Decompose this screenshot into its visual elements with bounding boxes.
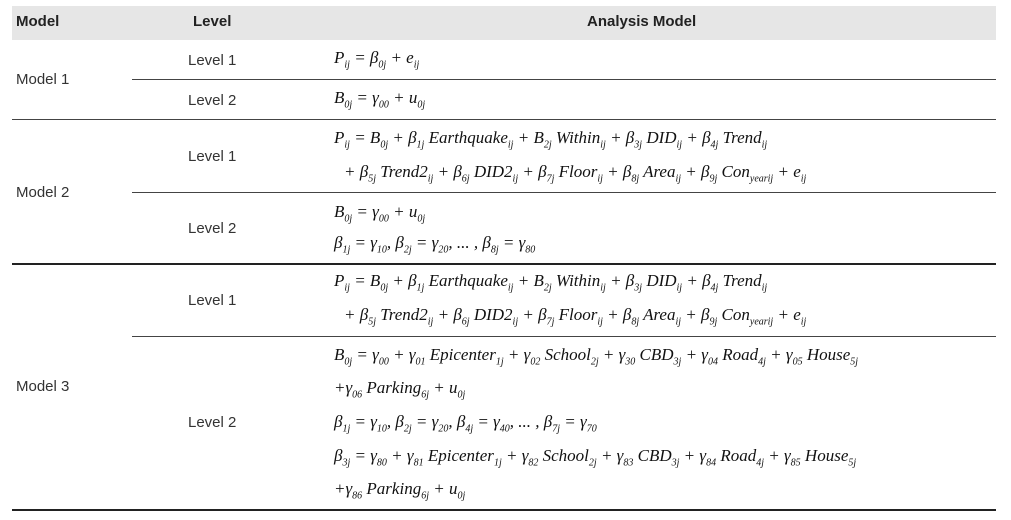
equation-m2-l1-b: + $\beta_{5j}$ $Trend2_{ij} + \beta_{6j}$ $DID2_{ij} + \beta_{7j}$ Floor$_{ij}$ + $\beta_{8j}$ Area$_{ij}$ + $\beta_{9j}$ $Con_{yearij} + e_{ij}$	[344, 162, 807, 185]
equation-m1-l2: $B_{0j} = \gamma_{00} + u_{0j}$	[334, 88, 426, 111]
header-level: Level	[193, 13, 232, 30]
header-model: Model	[16, 13, 60, 30]
model-3-label: Model 3	[16, 378, 70, 395]
equation-m2-l2-b: $\beta_{1j} = \gamma_{10}$, $\beta_{2j} = \gamma_{20}$, ... , $\beta_{8j} = \gamma_{80}$	[334, 233, 536, 256]
model-3-level-2: Level 2	[188, 414, 237, 431]
table-header	[12, 6, 996, 40]
equation-m3-l2-a: $B_{0j} = \gamma_{00} + \gamma_{01}$ Epicenter$_{1j}$ + $\gamma_{02}$ School$_{2j}$ + $\gamma_{30}$ $CBD_{3j} + \gamma_{04}$ Road$_{4j}$ + $\gamma_{05}$ House$_{5j}$	[334, 345, 859, 368]
equation-m1-l1: $P_{ij} = \beta_{0j} + e_{ij}$	[334, 48, 420, 71]
equation-m2-l1-a: $P_{ij} = B_{0j} + \beta_{1j}$ Earthquake$_{ij}$ + $B_{2j}$ Within$_{ij}$ + $\beta_{3j}$ $DID_{ij} + \beta_{4j}$ Trend$_{ij}$	[334, 128, 768, 151]
equation-m3-l2-d: $\beta_{3j} = \gamma_{80} + \gamma_{81}$ Epicenter$_{1j}$ + $\gamma_{82}$ School$_{2j}$ + $\gamma_{83}$ $CBD_{3j} + \gamma_{84}$ Road$_{4j}$ + $\gamma_{85}$ House$_{5j}$	[334, 446, 857, 469]
equation-m2-l2-a: $B_{0j} = \gamma_{00} + u_{0j}$	[334, 202, 426, 225]
divider	[132, 192, 996, 193]
equation-m3-l2-b: $+\gamma_{06}$ Parking$_{6j}$ + $u_{0j}$	[334, 378, 466, 401]
model-1-level-2: Level 2	[188, 92, 237, 109]
divider	[132, 79, 996, 80]
equation-m3-l1-b: + $\beta_{5j}$ $Trend2_{ij} + \beta_{6j}$ $DID2_{ij} + \beta_{7j}$ Floor$_{ij}$ + $\beta_{8j}$ Area$_{ij}$ + $\beta_{9j}$ $Con_{yearij} + e_{ij}$	[344, 305, 807, 328]
model-2-label: Model 2	[16, 184, 70, 201]
model-3-level-1: Level 1	[188, 292, 237, 309]
equation-m3-l2-c: $\beta_{1j} = \gamma_{10}$, $\beta_{2j} = \gamma_{20}$, $\beta_{4j} = \gamma_{40}$, ... , $\beta_{7j} = \gamma_{70}$	[334, 412, 597, 435]
equation-m3-l2-e: $+\gamma_{86}$ Parking$_{6j}$ + $u_{0j}$	[334, 479, 466, 502]
equation-m3-l1-a: $P_{ij} = B_{0j} + \beta_{1j}$ Earthquake$_{ij}$ + $B_{2j}$ Within$_{ij}$ + $\beta_{3j}$ $DID_{ij} + \beta_{4j}$ Trend$_{ij}$	[334, 271, 768, 294]
divider	[12, 509, 996, 511]
model-2-level-1: Level 1	[188, 148, 237, 165]
model-1-label: Model 1	[16, 71, 70, 88]
divider	[12, 263, 996, 265]
divider	[132, 336, 996, 337]
model-1-level-1: Level 1	[188, 52, 237, 69]
divider	[12, 119, 996, 120]
header-analysis-model: Analysis Model	[587, 13, 697, 30]
model-2-level-2: Level 2	[188, 220, 237, 237]
